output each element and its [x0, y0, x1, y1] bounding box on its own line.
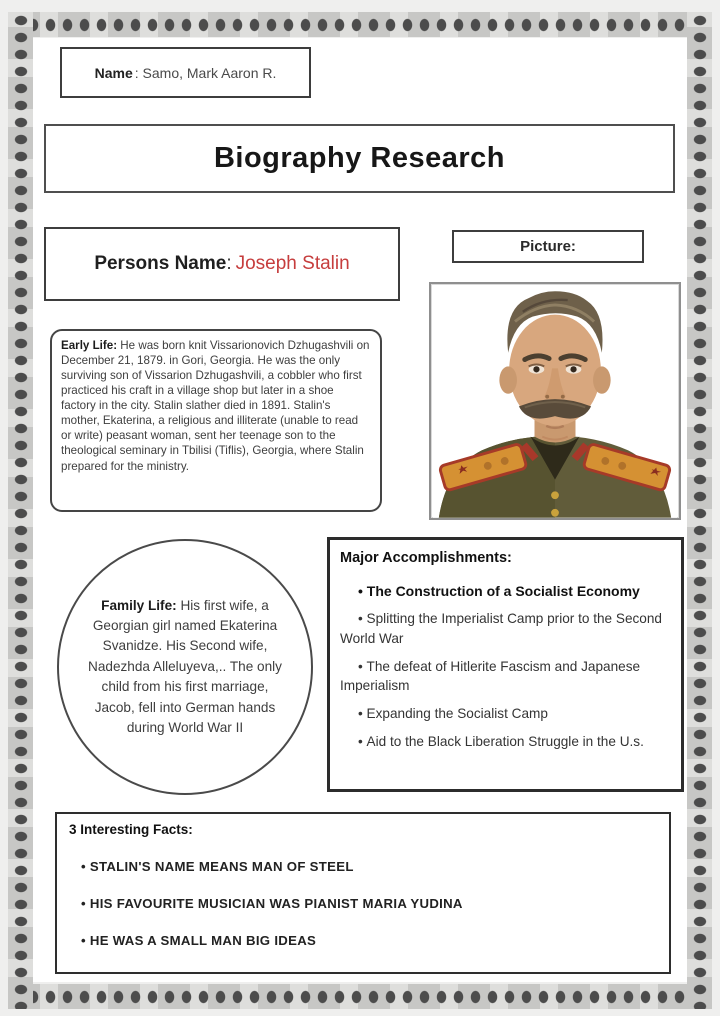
person-name-box: [44, 227, 400, 301]
fact-item: • HIS FAVOURITE MUSICIAN WAS PIANIST MARIA YUDINA: [81, 896, 657, 911]
person-name-value: Joseph Stalin: [235, 253, 350, 274]
accomplishment-item: • Splitting the Imperialist Camp prior to the Second World War: [340, 609, 669, 648]
accomplishment-item: • Aid to the Black Liberation Struggle in the U.s.: [340, 732, 669, 752]
major-accomplishments-heading: Major Accomplishments:: [340, 550, 512, 566]
student-name-label: Name: [94, 64, 133, 81]
accomplishment-item: • Expanding the Socialist Camp: [340, 704, 669, 724]
decorative-stamp-border-top: [8, 12, 712, 37]
student-name-value: : Samo, Mark Aaron R.: [134, 64, 277, 81]
decorative-stamp-border-bottom: [8, 984, 712, 1009]
family-life-section: [57, 539, 313, 795]
fact-item: • HE WAS A SMALL MAN BIG IDEAS: [81, 933, 657, 948]
person-name-label: Persons Name: [94, 253, 227, 274]
stalin-portrait-image: [433, 288, 677, 518]
picture-label-box: [452, 230, 644, 263]
early-life-text: He was born knit Vissarionovich Dzhugashvili on December 21, 1879. in Gori, Georgia. He was the only surviving son of Vissarion Dzhugashvili, a cobbler who first practiced his craft in a village shop but later in a shoe factory in the city. Stalin slather died in 1891. Stalin's mother, Ekaterina, a religious and illiterate (unable to read or write) peasant woman, sent her teenage son to the theological seminary in Tbilisi (Tiflis), Georgia, where Stalin prepared for the ministry.: [61, 339, 370, 473]
accomplishment-item: • The defeat of Hitlerite Fascism and Japanese Imperialism: [340, 657, 669, 696]
early-life-section: [50, 329, 382, 512]
worksheet-title-box: [44, 124, 675, 193]
picture-frame: [429, 282, 681, 520]
family-life-label: Family Life:: [101, 597, 177, 613]
early-life-label: Early Life:: [61, 339, 118, 352]
student-name-box: [60, 47, 311, 98]
major-accomplishments-section: [327, 537, 684, 792]
decorative-stamp-border-left: [8, 12, 33, 1009]
interesting-facts-section: [55, 812, 671, 974]
decorative-stamp-border-right: [687, 12, 712, 1009]
accomplishment-item: • The Construction of a Socialist Economy: [340, 581, 669, 601]
picture-label: Picture:: [520, 238, 576, 255]
fact-item: • STALIN'S NAME MEANS MAN OF STEEL: [81, 859, 657, 874]
family-life-content: [85, 596, 285, 739]
person-name-separator: :: [226, 253, 232, 274]
page-title: Biography Research: [213, 142, 506, 174]
family-life-text: His first wife, a Georgian girl named Ekaterina Svanidze. His Second wife, Nadezhda Alleluyeva,.. The only child from his first marriage, Jacob, fell into German hands during World War II: [88, 597, 282, 735]
interesting-facts-heading: 3 Interesting Facts:: [69, 822, 193, 837]
